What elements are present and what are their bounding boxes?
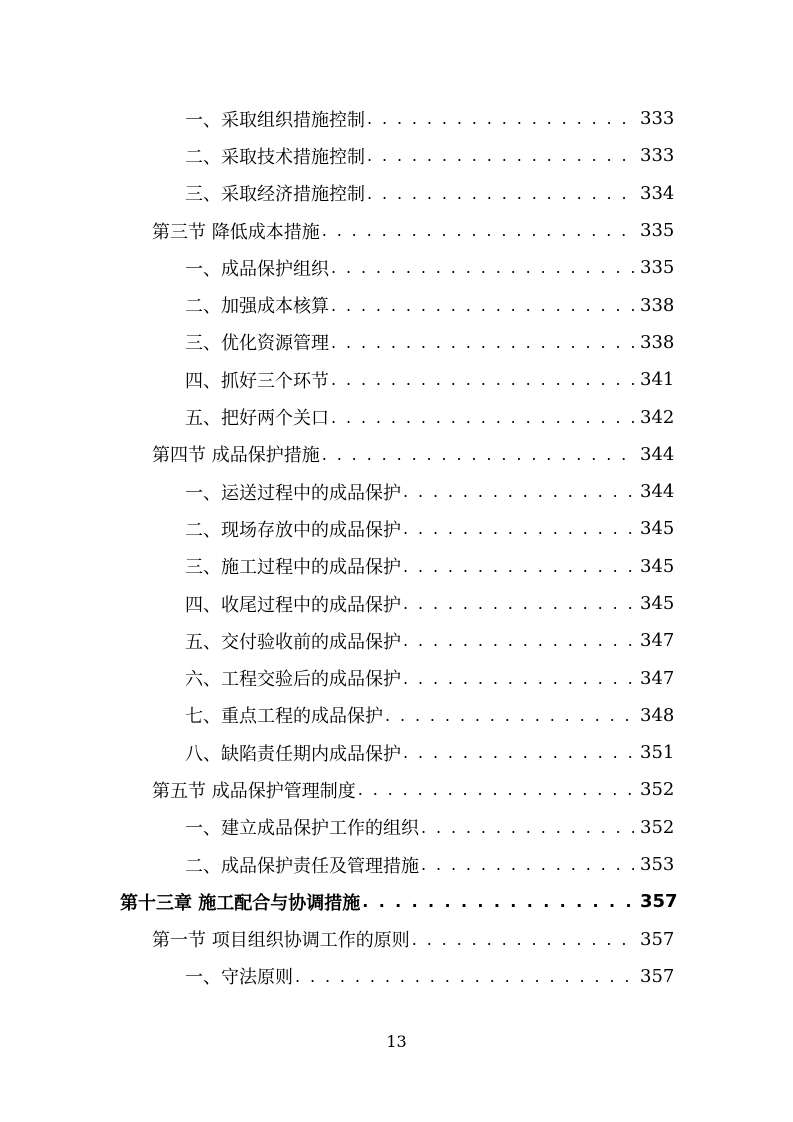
toc-entry-page: 345 — [640, 593, 675, 614]
toc-entry-item[interactable] — [0, 398, 793, 435]
toc-entry-item[interactable] — [0, 809, 793, 846]
toc-entry-section[interactable] — [0, 212, 793, 249]
toc-entry-title: 一、建立成品保护工作的组织 — [185, 818, 419, 840]
toc-entry-page: 357 — [640, 928, 675, 950]
toc-entry-section[interactable] — [0, 436, 793, 473]
toc-entry-page: 333 — [640, 145, 675, 167]
page-number: 13 — [386, 1032, 407, 1051]
dot-leader — [362, 892, 634, 911]
toc-entry-page: 338 — [640, 331, 675, 353]
dot-leader — [331, 296, 634, 315]
toc-entry-title: 四、收尾过程中的成品保护 — [185, 594, 401, 616]
dot-leader — [403, 743, 634, 762]
toc-entry-title: 二、加强成本核算 — [185, 296, 329, 318]
toc-entry-page: 335 — [640, 220, 675, 242]
dot-leader — [403, 669, 634, 688]
toc-entry-title: 三、施工过程中的成品保护 — [185, 557, 401, 579]
toc-entry-title: 八、缺陷责任期内成品保护 — [185, 743, 401, 765]
dot-leader — [403, 557, 634, 576]
toc-entry-title: 一、守法原则 — [185, 967, 293, 989]
toc-entry-title: 一、成品保护组织 — [185, 258, 329, 280]
toc-entry-title: 一、运送过程中的成品保护 — [185, 482, 401, 504]
toc-entry-page: 333 — [640, 108, 675, 130]
toc-entry-item[interactable] — [0, 585, 793, 622]
toc-entry-item[interactable] — [0, 846, 793, 883]
toc-entry-page: 347 — [640, 667, 675, 689]
dot-leader — [403, 482, 634, 501]
toc-entry-item[interactable] — [0, 324, 793, 361]
toc-entry-page: 344 — [640, 481, 675, 503]
toc-entry-page: 338 — [640, 294, 675, 316]
toc-entry-title: 三、优化资源管理 — [185, 333, 329, 355]
toc-entry-title: 二、成品保护责任及管理措施 — [185, 855, 419, 877]
toc-entry-title: 第五节 成品保护管理制度 — [152, 780, 356, 802]
dot-leader — [403, 594, 634, 613]
dot-leader — [331, 333, 634, 352]
dot-leader — [367, 184, 634, 203]
dot-leader — [421, 818, 634, 837]
dot-leader — [421, 855, 634, 874]
toc-entry-title: 第三节 降低成本措施 — [152, 221, 320, 243]
dot-leader — [331, 408, 634, 427]
dot-leader — [412, 930, 634, 949]
toc-entry-item[interactable] — [0, 548, 793, 585]
toc-entry-page: 347 — [640, 630, 675, 652]
toc-entry-page: 342 — [640, 406, 675, 428]
toc-entry-title: 第四节 成品保护措施 — [152, 445, 320, 467]
toc-entry-page: 335 — [640, 257, 675, 279]
toc-entry-section[interactable] — [0, 771, 793, 808]
toc-entry-page: 357 — [640, 965, 675, 987]
toc-entry-title: 七、重点工程的成品保护 — [185, 706, 383, 728]
toc-entry-page: 351 — [640, 742, 675, 764]
toc-entry-title: 二、现场存放中的成品保护 — [185, 519, 401, 541]
toc-entry-page: 353 — [640, 854, 675, 876]
dot-leader — [367, 109, 634, 128]
toc-entry-section[interactable] — [0, 921, 793, 958]
toc-entry-item[interactable] — [0, 100, 793, 137]
dot-leader — [322, 221, 634, 240]
dot-leader — [295, 967, 634, 986]
toc-entry-page: 345 — [640, 518, 675, 540]
toc-entry-item[interactable] — [0, 249, 793, 286]
toc-entry-page: 345 — [640, 555, 675, 577]
toc-entry-item[interactable] — [0, 473, 793, 510]
toc-entry-item[interactable] — [0, 659, 793, 696]
toc-entry-item[interactable] — [0, 734, 793, 771]
dot-leader — [358, 780, 634, 799]
toc-entry-page: 352 — [640, 779, 675, 801]
toc-entry-item[interactable] — [0, 697, 793, 734]
dot-leader — [322, 445, 634, 464]
toc-entry-page: 348 — [640, 704, 675, 726]
toc-entry-page: 357 — [640, 891, 678, 913]
toc-entry-item[interactable] — [0, 175, 793, 212]
toc-entry-item[interactable] — [0, 622, 793, 659]
toc-entry-title: 五、把好两个关口 — [185, 408, 329, 430]
dot-leader — [403, 631, 634, 650]
toc-entry-page: 344 — [640, 443, 675, 465]
toc-entry-title: 五、交付验收前的成品保护 — [185, 631, 401, 653]
toc-entry-page: 352 — [640, 816, 675, 838]
dot-leader — [367, 146, 634, 165]
toc-entry-item[interactable] — [0, 137, 793, 174]
toc-entry-item[interactable] — [0, 361, 793, 398]
toc-entry-item[interactable] — [0, 510, 793, 547]
dot-leader — [331, 370, 634, 389]
toc-entry-title: 第一节 项目组织协调工作的原则 — [152, 930, 410, 952]
toc-entry-chapter[interactable] — [0, 883, 793, 920]
toc-entry-title: 三、采取经济措施控制 — [185, 184, 365, 206]
dot-leader — [403, 519, 634, 538]
toc-entry-title: 六、工程交验后的成品保护 — [185, 669, 401, 691]
toc-entry-title: 一、采取组织措施控制 — [185, 109, 365, 131]
toc-entry-page: 334 — [640, 182, 675, 204]
toc-entry-page: 341 — [640, 369, 675, 391]
toc-entry-item[interactable] — [0, 958, 793, 995]
dot-leader — [331, 258, 634, 277]
toc-entry-item[interactable] — [0, 286, 793, 323]
dot-leader — [385, 706, 634, 725]
toc-entry-title: 四、抓好三个环节 — [185, 370, 329, 392]
toc-entry-title: 第十三章 施工配合与协调措施 — [120, 892, 361, 914]
toc-entry-title: 二、采取技术措施控制 — [185, 146, 365, 168]
table-of-contents — [0, 100, 793, 995]
